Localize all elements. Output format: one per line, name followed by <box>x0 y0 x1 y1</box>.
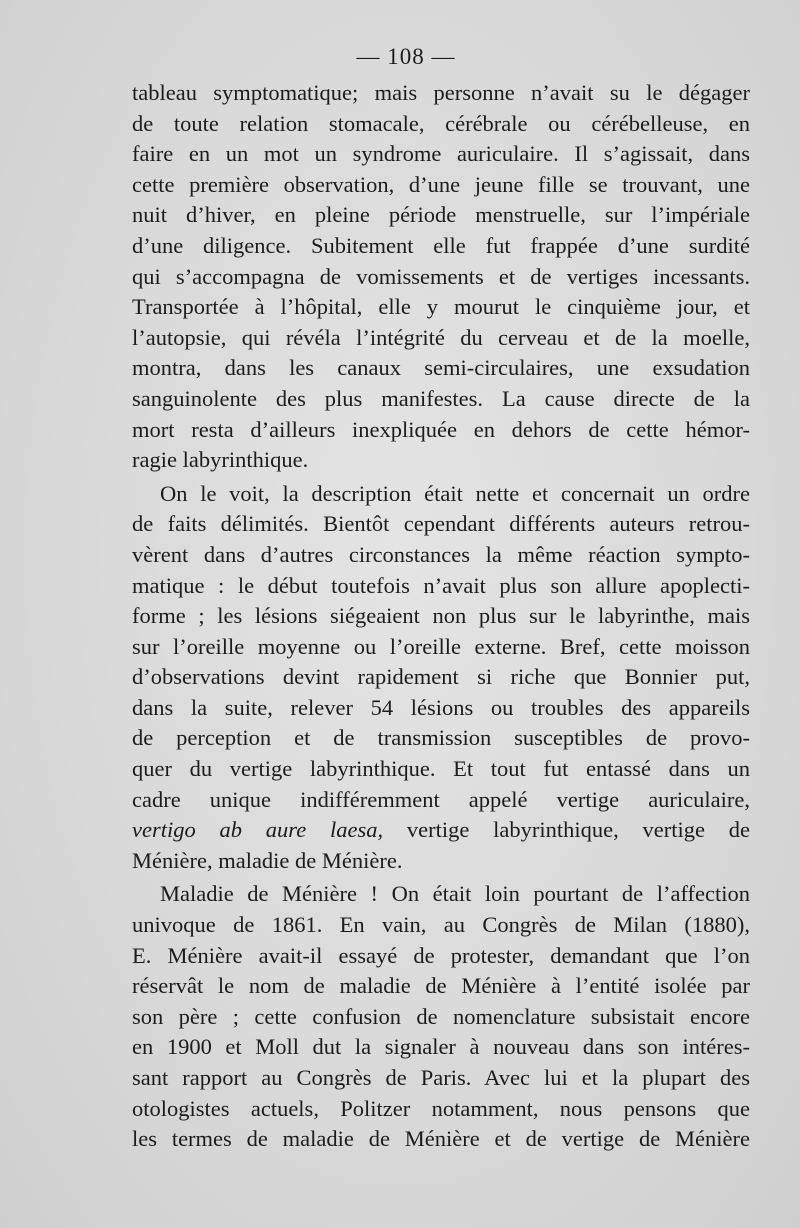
text-line-italic <box>132 815 750 846</box>
text-line: vèrent dans d’autres circonstances la même réaction sympto- <box>132 541 750 567</box>
text-line: cadre unique indifféremment appelé vertige auriculaire, <box>132 786 750 812</box>
body-text <box>132 78 750 1155</box>
text-line: sanguinolente des plus manifestes. La cause directe de la <box>132 385 750 411</box>
text-line: de toute relation stomacale, cérébrale ou cérébelleuse, en <box>132 110 750 136</box>
text-line: ragie labyrinthique. <box>132 447 309 473</box>
paragraph-2 <box>132 479 750 877</box>
text-line: sant rapport au Congrès de Paris. Avec lui et la plupart des <box>132 1065 750 1090</box>
text-line: les termes de maladie de Ménière et de vertige de Ménière <box>132 1126 750 1152</box>
text-line: forme ; les lésions siégeaient non plus sur le labyrinthe, mais <box>132 603 750 629</box>
text-line: On le voit, la description était nette et concernait un ordre <box>160 480 750 506</box>
text-line: Transportée à l’hôpital, elle y mourut le cinquième jour, et <box>132 294 750 320</box>
text-line: sur l’oreille moyenne ou l’oreille externe. Bref, cette moisson <box>132 633 750 659</box>
text-line: matique : le début toutefois n’avait plus son allure apoplecti- <box>132 572 750 598</box>
italic-phrase: vertigo ab aure laesa, <box>132 817 384 843</box>
text-line: E. Ménière avait-il essayé de protester, demandant que l’on <box>132 942 750 968</box>
text-line: d’une diligence. Subitement elle fut frappée d’une surdité <box>132 232 750 258</box>
text-line: en 1900 et Moll dut la signaler à nouveau dans son intéres- <box>132 1034 750 1060</box>
text-line: son père ; cette confusion de nomenclature subsistait encore <box>132 1003 750 1029</box>
text-line: d’observations devint rapidement si riche que Bonnier put, <box>132 664 750 690</box>
text-line: faire en un mot un syndrome auriculaire. Il s’agissait, dans <box>132 141 750 167</box>
text-line: réservât le nom de maladie de Ménière à l’entité isolée par <box>132 973 750 999</box>
text-line: quer du vertige labyrinthique. Et tout fut entassé dans un <box>132 756 750 782</box>
text-line: nuit d’hiver, en pleine période menstruelle, sur l’impériale <box>132 202 750 228</box>
text-line: Ménière, maladie de Ménière. <box>132 847 403 873</box>
text-line: univoque de 1861. En vain, au Congrès de Milan (1880), <box>132 912 750 938</box>
text-line: mort resta d’ailleurs inexpliquée en dehors de cette hémor- <box>132 416 750 442</box>
text-line: cette première observation, d’une jeune fille se trouvant, une <box>132 171 750 197</box>
text-line: qui s’accompagna de vomissements et de vertiges incessants. <box>132 263 750 289</box>
text-line: dans la suite, relever 54 lésions ou troubles des appareils <box>132 694 750 720</box>
paragraph-3 <box>132 879 750 1154</box>
paragraph-1 <box>132 78 750 476</box>
text-span: vertige labyrinthique, vertige de <box>383 817 750 843</box>
text-line: tableau symptomatique; mais personne n’avait su le dégager <box>132 80 750 105</box>
text-line: otologistes actuels, Politzer notamment, nous pensons que <box>132 1095 750 1121</box>
text-line: Maladie de Ménière ! On était loin pourtant de l’affection <box>160 881 750 907</box>
page-number: — 108 — <box>356 44 456 69</box>
text-line: montra, dans les canaux semi-circulaires, une exsudation <box>132 355 750 381</box>
text-line: l’autopsie, qui révéla l’intégrité du cerveau et de la moelle, <box>132 324 750 350</box>
text-line: de perception et de transmission susceptibles de provo- <box>132 725 750 751</box>
text-line: de faits délimités. Bientôt cependant différents auteurs retrou- <box>132 511 750 537</box>
